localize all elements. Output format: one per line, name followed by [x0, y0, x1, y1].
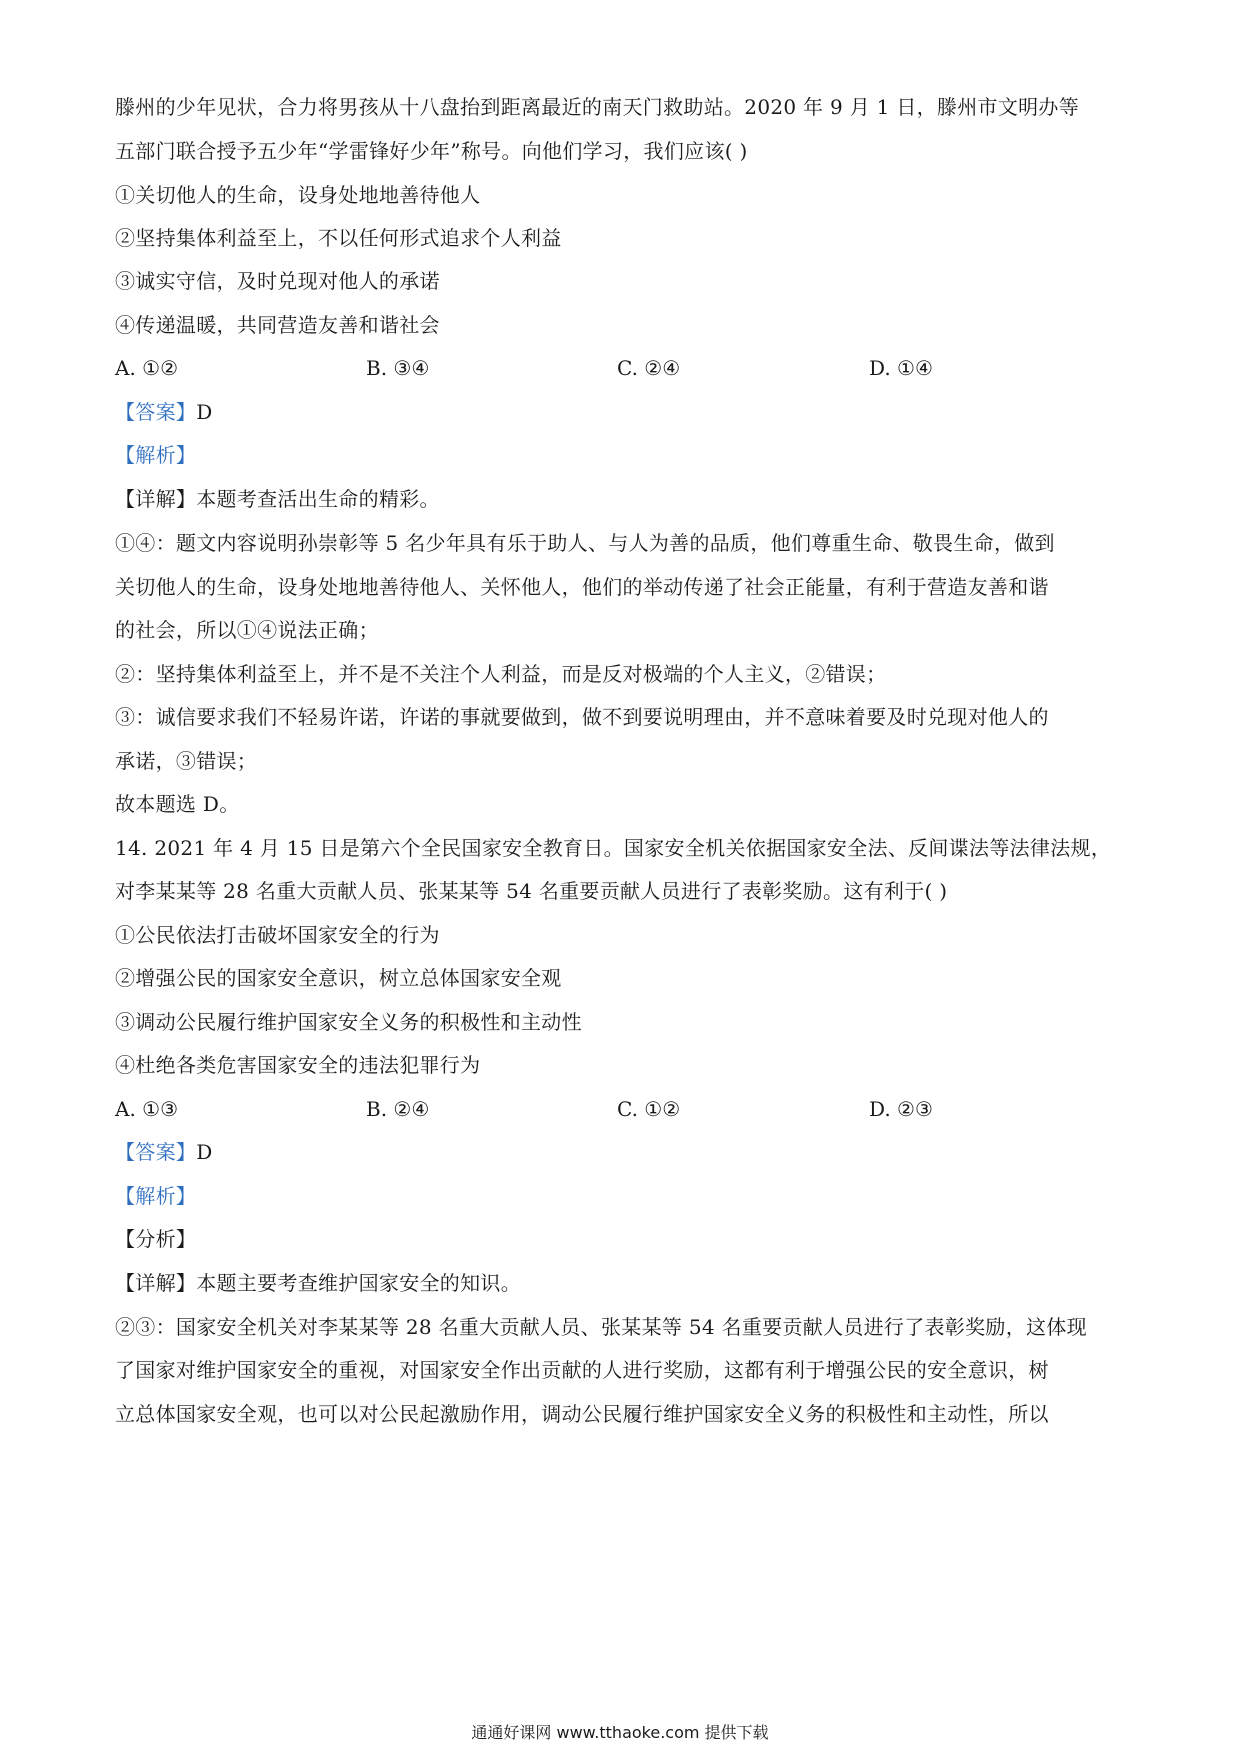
answer-value: D [196, 400, 213, 424]
answer-label: 【答案】 [115, 400, 197, 424]
q14-item-4: ④杜绝各类危害国家安全的违法犯罪行为 [115, 1053, 481, 1077]
q14-option-d: D. ②③ [869, 1097, 933, 1121]
q13-explanation-14-line-2: 关切他人的生命，设身处地地善待他人、关怀他人，他们的举动传递了社会正能量，有利于营造友善和谐 [115, 575, 1049, 599]
q14-fenxi-label: 【分析】 [115, 1227, 197, 1251]
q13-conclusion: 故本题选 D。 [115, 792, 240, 816]
q13-options [115, 354, 1135, 382]
q13-explanation-14-line-3: 的社会，所以①④说法正确； [115, 618, 379, 642]
q13-stem-line-2: 五部门联合授予五少年“学雷锋好少年”称号。向他们学习，我们应该( ) [115, 139, 748, 163]
q13-detail: 【详解】本题考查活出生命的精彩。 [115, 487, 440, 511]
q13-item-4: ④传递温暖，共同营造友善和谐社会 [115, 313, 440, 337]
q14-option-c: C. ①② [617, 1097, 681, 1121]
q13-answer [115, 398, 213, 426]
q13-item-3: ③诚实守信，及时兑现对他人的承诺 [115, 269, 440, 293]
q14-option-a: A. ①③ [115, 1097, 179, 1121]
q14-detail: 【详解】本题主要考查维护国家安全的知识。 [115, 1271, 521, 1295]
q14-item-2: ②增强公民的国家安全意识，树立总体国家安全观 [115, 966, 562, 990]
answer-label: 【答案】 [115, 1140, 197, 1164]
q13-explanation-2: ②：坚持集体利益至上，并不是不关注个人利益，而是反对极端的个人主义，②错误； [115, 662, 887, 686]
q14-stem-line-2: 对李某某等 28 名重大贡献人员、张某某等 54 名重要贡献人员进行了表彰奖励。这有利于( ) [115, 879, 948, 903]
q13-explanation-3-line-1: ③：诚信要求我们不轻易许诺，许诺的事就要做到，做不到要说明理由，并不意味着要及时兑现对他人的 [115, 705, 1049, 729]
q13-analysis-label: 【解析】 [115, 443, 197, 467]
q13-option-a: A. ①② [115, 356, 179, 380]
q14-explanation-line-1: ②③：国家安全机关对李某某等 28 名重大贡献人员、张某某等 54 名重要贡献人员进行了表彰奖励，这体现 [115, 1315, 1087, 1339]
q14-answer [115, 1138, 213, 1166]
q13-item-2: ②坚持集体利益至上，不以任何形式追求个人利益 [115, 226, 562, 250]
page-footer: 通通好课网 www.tthaoke.com 提供下载 [471, 1723, 769, 1742]
q13-option-c: C. ②④ [617, 356, 681, 380]
q13-stem-line-1: 滕州的少年见状，合力将男孩从十八盘抬到距离最近的南天门救助站。2020 年 9 月 1 日，滕州市文明办等 [115, 95, 1080, 119]
q13-explanation-3-line-2: 承诺，③错误； [115, 749, 258, 773]
answer-value: D [196, 1140, 213, 1164]
q13-explanation-14-line-1: ①④：题文内容说明孙崇彰等 5 名少年具有乐于助人、与人为善的品质，他们尊重生命、敬畏生命，做到 [115, 531, 1055, 555]
q13-option-b: B. ③④ [366, 356, 430, 380]
q14-explanation-line-2: 了国家对维护国家安全的重视，对国家安全作出贡献的人进行奖励，这都有利于增强公民的安全意识，树 [115, 1358, 1049, 1382]
q14-options [115, 1095, 1135, 1123]
q13-item-1: ①关切他人的生命，设身处地地善待他人 [115, 183, 481, 207]
q14-option-b: B. ②④ [366, 1097, 430, 1121]
q14-item-1: ①公民依法打击破坏国家安全的行为 [115, 923, 440, 947]
q14-explanation-line-3: 立总体国家安全观，也可以对公民起激励作用，调动公民履行维护国家安全义务的积极性和主动性，所以 [115, 1402, 1049, 1426]
q13-option-d: D. ①④ [869, 356, 933, 380]
q14-analysis-label: 【解析】 [115, 1184, 197, 1208]
q14-item-3: ③调动公民履行维护国家安全义务的积极性和主动性 [115, 1010, 582, 1034]
q14-stem-line-1: 14. 2021 年 4 月 15 日是第六个全民国家安全教育日。国家安全机关依据国家安全法、反间谍法等法律法规， [115, 836, 1112, 860]
